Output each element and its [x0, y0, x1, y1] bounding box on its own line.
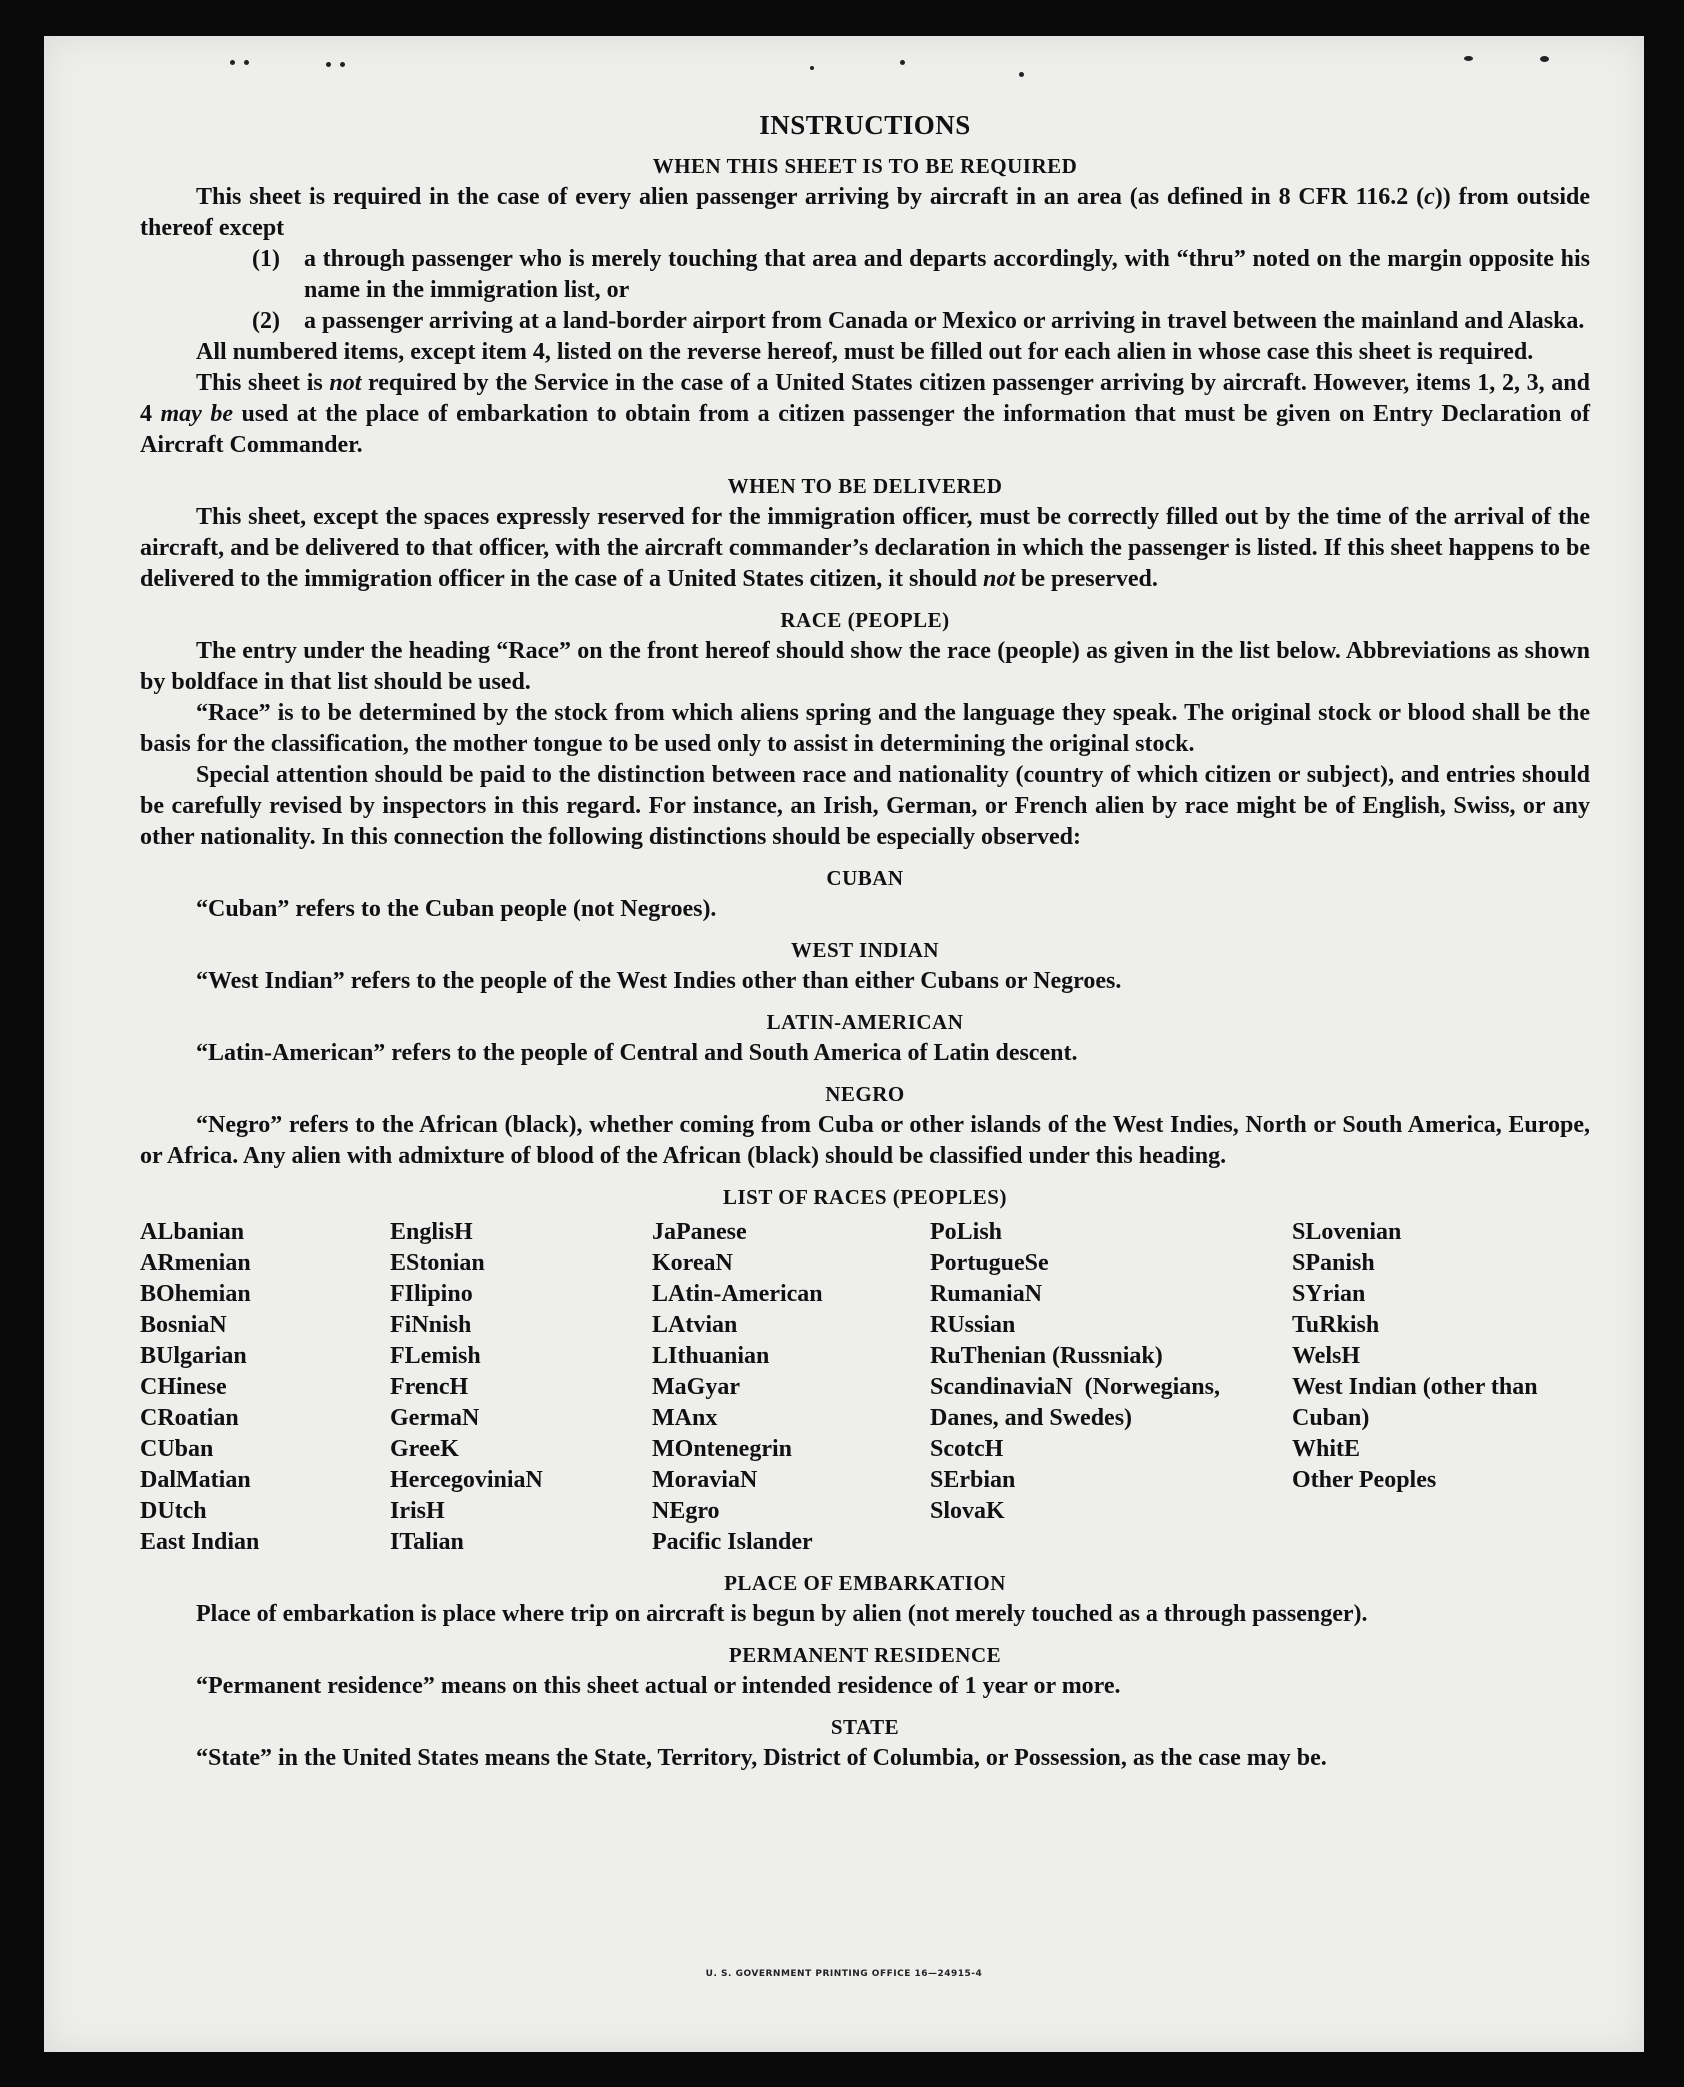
race-entry: TuRkish	[1292, 1312, 1380, 1338]
print-speck	[1019, 72, 1024, 77]
race-column-4	[930, 1217, 1292, 1558]
section-heading-state: STATE	[830, 1715, 900, 1739]
section-heading-race: RACE (PEOPLE)	[780, 608, 950, 632]
paragraph-race-2: “Race” is to be determined by the stock from which aliens spring and the language they speak. The original stock or blood shall be the basis for the classification, the mother tongue to be used only to assist in determining the original stock.	[140, 700, 1590, 757]
print-speck	[1464, 56, 1473, 61]
paragraph-race-3: Special attention should be paid to the distinction between race and nationality (country of which citizen or subject), and entries should be carefully revised by inspectors in this regard. For instance, an Irish, German, or French alien by race might be of English, Swiss, or any other nationality. In this connection the following distinctions should be especially observed:	[140, 762, 1590, 850]
race-entry: BUlgarian	[140, 1343, 247, 1369]
paragraph-when-delivered: This sheet, except the spaces expressly reserved for the immigration officer, must be correctly filled out by the time of the arrival of the aircraft, and be delivered to that officer, with the aircraft commander’s declaration in which the passenger is listed. If this sheet happens to be delivered to the immigration officer in the case of a United States citizen, it should not be preserved.	[140, 504, 1590, 592]
race-entry: CHinese	[140, 1374, 227, 1400]
race-entry: PoLish	[930, 1219, 1003, 1245]
race-entry: JaPanese	[652, 1219, 747, 1245]
section-heading-when-delivered: WHEN TO BE DELIVERED	[727, 474, 1003, 498]
paragraph-numbered-items: All numbered items, except item 4, listed on the reverse hereof, must be filled out for each alien in whose case this sheet is required.	[196, 339, 1534, 365]
print-speck	[326, 62, 331, 67]
race-entry: RUssian	[930, 1312, 1016, 1338]
print-speck	[230, 60, 235, 65]
print-speck	[810, 66, 814, 70]
page-title: INSTRUCTIONS	[759, 110, 971, 140]
race-entry: Pacific Islander	[652, 1529, 813, 1555]
race-entry: MaGyar	[652, 1374, 740, 1400]
race-column-2	[390, 1217, 652, 1558]
paragraph-when-required: This sheet is required in the case of every alien passenger arriving by aircraft in an area (as defined in 8 CFR 116.2 (c)) from outside thereof except	[140, 184, 1590, 241]
print-speck	[900, 60, 905, 65]
race-entry: ARmenian	[140, 1250, 251, 1276]
race-entry: IrisH	[390, 1498, 445, 1524]
print-speck	[1540, 56, 1549, 62]
race-entry: SYrian	[1292, 1281, 1366, 1307]
race-entry: NEgro	[652, 1498, 720, 1524]
race-entry: KoreaN	[652, 1250, 733, 1276]
race-entry: ScandinaviaN (Norwegians, Danes, and Swedes)	[930, 1374, 1220, 1431]
paragraph-embarkation: Place of embarkation is place where trip on aircraft is begun by alien (not merely touched as a through passenger).	[196, 1601, 1368, 1627]
section-heading-west-indian: WEST INDIAN	[790, 938, 940, 962]
paragraph-state: “State” in the United States means the State, Territory, District of Columbia, or Possession, as the case may be.	[196, 1745, 1327, 1771]
race-entry: CUban	[140, 1436, 214, 1462]
race-entry: WelsH	[1292, 1343, 1361, 1369]
section-heading-permanent-residence: PERMANENT RESIDENCE	[728, 1643, 1002, 1667]
race-entry: East Indian	[140, 1529, 260, 1555]
race-entry: SLovenian	[1292, 1219, 1402, 1245]
race-entry: GreeK	[390, 1436, 459, 1462]
print-speck	[244, 60, 249, 65]
race-entry: West Indian (other than Cuban)	[1292, 1374, 1538, 1431]
race-entry: GermaN	[390, 1405, 480, 1431]
paragraph-cuban: “Cuban” refers to the Cuban people (not Negroes).	[196, 896, 717, 922]
print-speck	[340, 62, 345, 67]
section-heading-when-required: WHEN THIS SHEET IS TO BE REQUIRED	[652, 154, 1078, 178]
paragraph-negro: “Negro” refers to the African (black), whether coming from Cuba or other islands of the West Indies, North or South America, Europe, or Africa. Any alien with admixture of blood of the African (black) should be classified under this heading.	[140, 1112, 1590, 1169]
race-entry: DUtch	[140, 1498, 207, 1524]
section-heading-embarkation: PLACE OF EMBARKATION	[724, 1571, 1006, 1595]
race-entry: RuThenian (Russniak)	[930, 1343, 1163, 1369]
race-entry: SlovaK	[930, 1498, 1005, 1524]
race-entry: MAnx	[652, 1405, 718, 1431]
race-entry: LAtin-American	[652, 1281, 823, 1307]
section-heading-cuban: CUBAN	[826, 866, 904, 890]
race-entry: FLemish	[390, 1343, 481, 1369]
race-entry: CRoatian	[140, 1405, 239, 1431]
paragraph-west-indian: “West Indian” refers to the people of the West Indies other than either Cubans or Negroes.	[196, 968, 1122, 994]
race-entry: DalMatian	[140, 1467, 251, 1493]
race-entry: MoraviaN	[652, 1467, 758, 1493]
exception-item-2: (2) a passenger arriving at a land-border airport from Canada or Mexico or arriving in travel between the mainland and Alaska.	[252, 308, 1585, 334]
instructions-body	[140, 110, 1590, 1774]
exception-item-1: (1) a through passenger who is merely touching that area and departs accordingly, with “thru” noted on the margin opposite his name in the immigration list, or	[252, 246, 1590, 303]
race-entry: FiNnish	[390, 1312, 472, 1338]
paragraph-latin-american: “Latin-American” refers to the people of Central and South America of Latin descent.	[196, 1040, 1078, 1066]
section-heading-list-of-races: LIST OF RACES (PEOPLES)	[723, 1185, 1007, 1209]
race-entry: HercegoviniaN	[390, 1467, 543, 1493]
race-entry: LAtvian	[652, 1312, 738, 1338]
race-column-3	[652, 1217, 930, 1558]
race-entry: MOntenegrin	[652, 1436, 792, 1462]
race-entry: ScotcH	[930, 1436, 1004, 1462]
race-entry: EStonian	[390, 1250, 485, 1276]
race-entry: FrencH	[390, 1374, 469, 1400]
race-column-5	[1292, 1217, 1590, 1558]
race-entry: WhitE	[1292, 1436, 1361, 1462]
race-entry: LIthuanian	[652, 1343, 770, 1369]
race-entry: RumaniaN	[930, 1281, 1043, 1307]
race-list	[140, 1217, 1590, 1558]
race-entry: ITalian	[390, 1529, 464, 1555]
section-heading-negro: NEGRO	[825, 1082, 905, 1106]
race-entry: SErbian	[930, 1467, 1016, 1493]
printing-office-footer: U. S. GOVERNMENT PRINTING OFFICE 16—24915-4	[705, 1969, 983, 1979]
race-entry: Other Peoples	[1292, 1467, 1437, 1493]
race-entry: PortugueSe	[930, 1250, 1049, 1276]
paragraph-permanent-residence: “Permanent residence” means on this sheet actual or intended residence of 1 year or more.	[196, 1673, 1121, 1699]
race-entry: BosniaN	[140, 1312, 227, 1338]
race-entry: ALbanian	[140, 1219, 245, 1245]
paragraph-citizen: This sheet is not required by the Service in the case of a United States citizen passenger arriving by aircraft. However, items 1, 2, 3, and 4 may be used at the place of embarkation to obtain from a citizen passenger the information that must be given on Entry Declaration of Aircraft Commander.	[140, 370, 1590, 458]
paragraph-race-1: The entry under the heading “Race” on the front hereof should show the race (people) as given in the list below. Abbreviations as shown by boldface in that list should be used.	[140, 638, 1590, 695]
document-sheet	[44, 36, 1644, 2052]
race-entry: FIlipino	[390, 1281, 473, 1307]
race-column-1	[140, 1217, 390, 1558]
race-entry: BOhemian	[140, 1281, 251, 1307]
race-entry: SPanish	[1292, 1250, 1375, 1276]
race-entry: EnglisH	[390, 1219, 473, 1245]
section-heading-latin-american: LATIN-AMERICAN	[766, 1010, 964, 1034]
